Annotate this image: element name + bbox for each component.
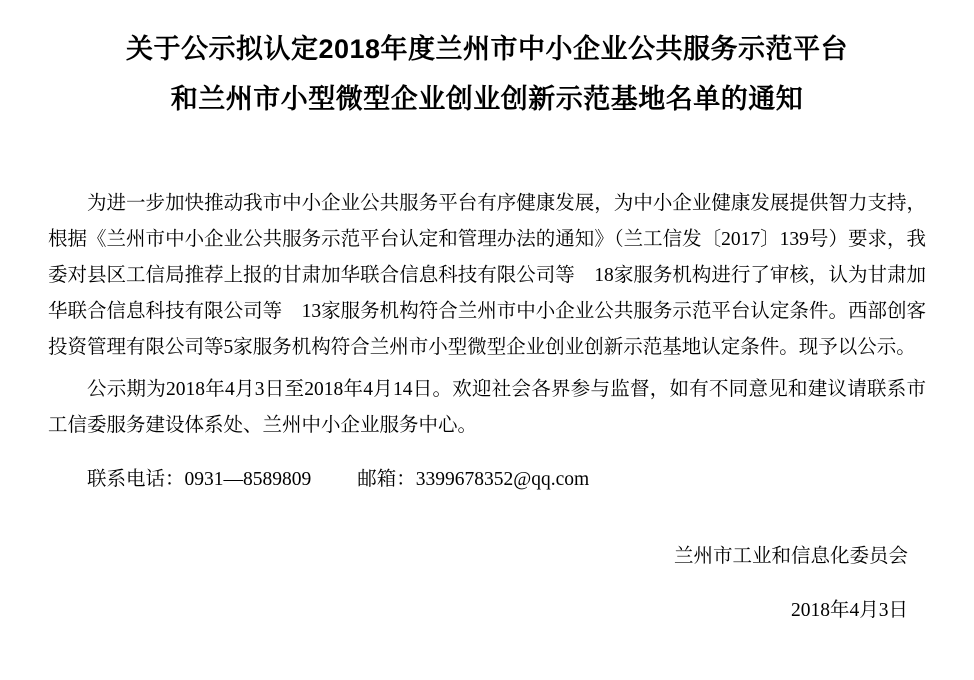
issue-date: 2018年4月3日	[790, 599, 908, 621]
document-body	[48, 186, 926, 628]
phone-label: 联系电话：	[87, 469, 185, 490]
phone-value: 0931—8589809	[184, 469, 312, 490]
paragraph-1: 为进一步加快推动我市中小企业公共服务平台有序健康发展，为中小企业健康发展提供智力支持，根据《兰州市中小企业公共服务示范平台认定和管理办法的通知》（兰工信发〔2017〕139号）要求，我委对县区工信局推荐上报的甘肃加华联合信息科技有限公司等 18家服务机构进行了审核，认为甘肃加华联合信息科技有限公司等 13家服务机构符合兰州市中小企业公共服务示范平台认定条件。西部创客投资管理有限公司等5家服务机构符合兰州市小型微型企业创业创新示范基地认定条件。现予以公示。	[48, 193, 926, 358]
page-title-line-1: 关于公示拟认定2018年度兰州市中小企业公共服务示范平台	[125, 34, 849, 64]
contact-line	[48, 462, 926, 498]
email-label: 邮箱：	[357, 469, 416, 490]
email-value: 3399678352@qq.com	[415, 469, 590, 490]
paragraph-2: 公示期为2018年4月3日至2018年4月14日。欢迎社会各界参与监督，如有不同意见和建议请联系市工信委服务建设体系处、兰州中小企业服务中心。	[48, 379, 926, 436]
page-title	[48, 24, 926, 124]
issuer-signature: 兰州市工业和信息化委员会	[673, 546, 908, 567]
page-title-line-2: 和兰州市小型微型企业创业创新示范基地名单的通知	[170, 84, 804, 114]
